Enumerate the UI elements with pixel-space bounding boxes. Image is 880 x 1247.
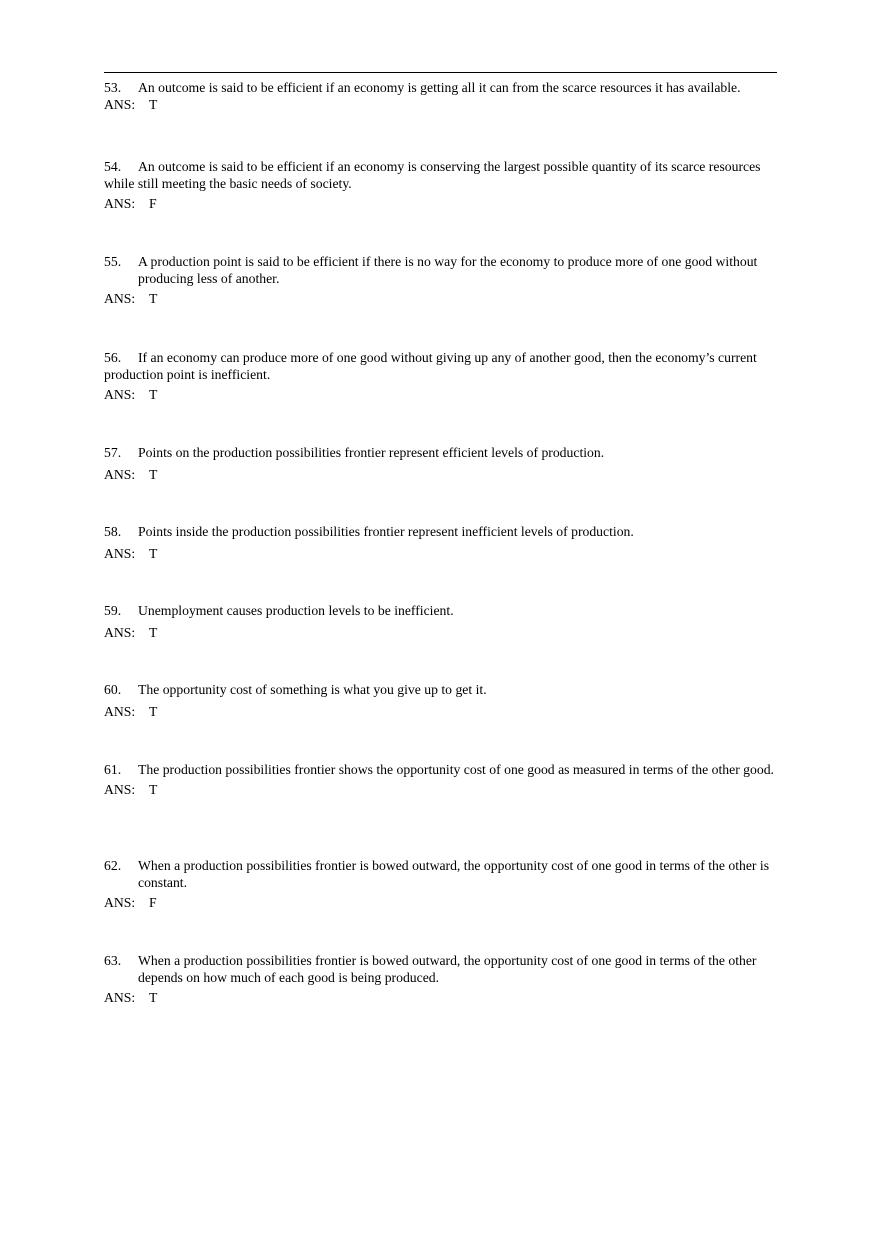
answer-label: ANS: bbox=[104, 781, 136, 797]
answer-value: T bbox=[149, 781, 158, 797]
question-number: 61. bbox=[104, 762, 122, 777]
answer-value: T bbox=[149, 545, 158, 561]
answer-row bbox=[104, 387, 776, 404]
question-text: A production point is said to be efficient if there is no way for the economy to produce more of one good without producing less of another. bbox=[138, 254, 758, 286]
answer-row bbox=[104, 625, 776, 642]
question-text: The opportunity cost of something is what you give up to get it. bbox=[138, 682, 487, 697]
answer-label: ANS: bbox=[104, 990, 136, 1005]
question-number: 58. bbox=[104, 524, 122, 539]
answer-label: ANS: bbox=[104, 196, 136, 211]
answer-value: T bbox=[149, 990, 158, 1005]
answer-label: ANS: bbox=[104, 624, 136, 640]
question-number: 53. bbox=[104, 80, 122, 95]
answer-label: ANS: bbox=[104, 291, 136, 306]
answer-value: T bbox=[149, 466, 158, 482]
answer-row bbox=[104, 291, 776, 308]
answer-value: T bbox=[149, 624, 158, 640]
question-62 bbox=[104, 858, 776, 912]
question-57 bbox=[104, 445, 776, 483]
answer-row bbox=[104, 704, 776, 721]
answer-label: ANS: bbox=[104, 96, 136, 112]
answer-value: F bbox=[149, 196, 157, 211]
question-number: 63. bbox=[104, 953, 122, 968]
question-number: 60. bbox=[104, 682, 122, 697]
question-text: The production possibilities frontier shows the opportunity cost of one good as measured in terms of the other good. bbox=[138, 762, 774, 777]
answer-row bbox=[104, 546, 776, 563]
question-number: 59. bbox=[104, 603, 122, 618]
answer-value: T bbox=[149, 96, 158, 112]
question-53 bbox=[104, 80, 776, 113]
answer-row bbox=[104, 97, 776, 114]
question-number: 57. bbox=[104, 445, 122, 460]
top-rule bbox=[104, 72, 777, 73]
question-text: Points inside the production possibilities frontier represent inefficient levels of production. bbox=[138, 524, 634, 539]
question-58 bbox=[104, 524, 776, 562]
answer-row bbox=[104, 782, 776, 799]
answer-row bbox=[104, 467, 776, 484]
question-number: 54. bbox=[104, 159, 122, 174]
answer-label: ANS: bbox=[104, 466, 136, 482]
answer-label: ANS: bbox=[104, 387, 136, 402]
question-63 bbox=[104, 953, 776, 1007]
question-number: 62. bbox=[104, 858, 122, 873]
question-54 bbox=[104, 159, 776, 213]
answer-row bbox=[104, 196, 776, 213]
question-text: 54. An outcome is said to be efficient if an economy is conserving the largest possible quantity of its scarce resources while still meeting the basic needs of society. bbox=[104, 159, 761, 191]
question-59 bbox=[104, 603, 776, 641]
answer-row bbox=[104, 990, 776, 1007]
answer-value: T bbox=[149, 387, 158, 402]
answer-label: ANS: bbox=[104, 545, 136, 561]
question-text: Points on the production possibilities frontier represent efficient levels of production. bbox=[138, 445, 605, 460]
question-number: 56. bbox=[104, 350, 122, 365]
answer-label: ANS: bbox=[104, 703, 136, 719]
answer-label: ANS: bbox=[104, 895, 136, 910]
question-text: An outcome is said to be efficient if an economy is getting all it can from the scarce resources it has available. bbox=[138, 80, 741, 95]
question-61 bbox=[104, 762, 776, 798]
answer-value: F bbox=[149, 895, 157, 910]
question-60 bbox=[104, 682, 776, 720]
answer-value: T bbox=[149, 703, 158, 719]
question-text: 56. If an economy can produce more of one good without giving up any of another good, then the economy’s current production point is inefficient. bbox=[104, 350, 757, 382]
question-text: When a production possibilities frontier is bowed outward, the opportunity cost of one good in terms of the other depends on how much of each good is being produced. bbox=[138, 953, 757, 985]
question-text: When a production possibilities frontier is bowed outward, the opportunity cost of one good in terms of the other is constant. bbox=[138, 858, 770, 890]
question-text: Unemployment causes production levels to be inefficient. bbox=[138, 603, 454, 618]
answer-row bbox=[104, 895, 776, 912]
question-55 bbox=[104, 254, 776, 308]
question-56 bbox=[104, 350, 776, 404]
answer-value: T bbox=[149, 291, 158, 306]
question-number: 55. bbox=[104, 254, 122, 269]
